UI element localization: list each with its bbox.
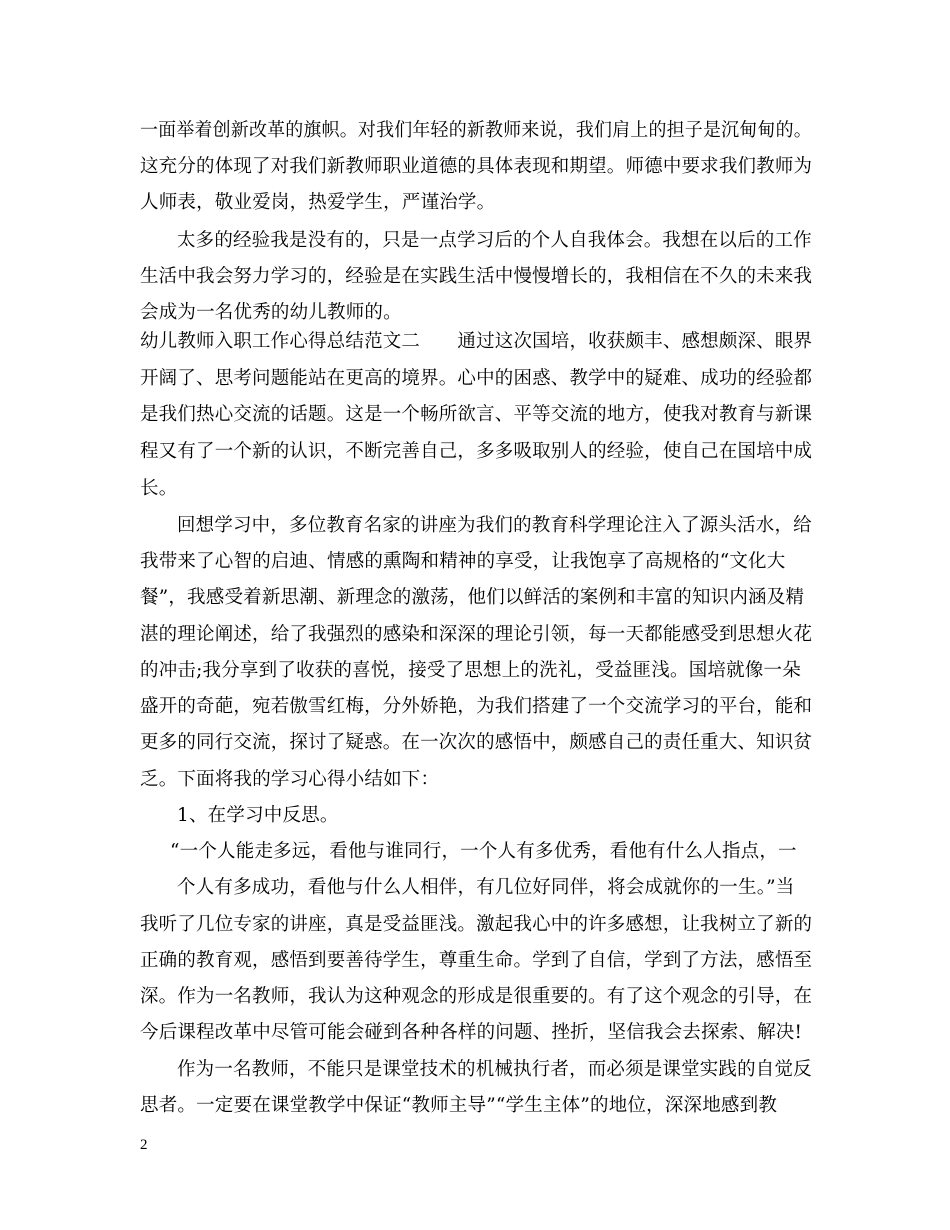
text-line: 的冲击;我分享到了收获的喜悦，接受了思想上的洗礼，受益匪浅。国培就像一朵 — [140, 660, 801, 681]
text-line: 深。作为一名教师，我认为这种观念的形成是很重要的。有了这个观念的引导，在 — [140, 986, 813, 1007]
text-line: 乏。下面将我的学习心得小结如下： — [140, 769, 440, 790]
list-item-heading: 1、在学习中反思。 — [177, 805, 339, 826]
text-line: 更多的同行交流，探讨了疑惑。在一次次的感悟中，颇感自己的责任重大、知识贫 — [140, 732, 813, 753]
text-line: 作为一名教师，不能只是课堂技术的机械执行者，而必须是课堂实践的自觉反 — [177, 1059, 812, 1080]
text-line: 太多的经验我是没有的，只是一点学习后的个人自我体会。我想在以后的工作 — [177, 230, 812, 251]
section-heading-line: 幼儿教师入职工作心得总结范文二 通过这次国培，收获颇丰、感想颇深、眼界 — [140, 331, 813, 352]
text-line: 我带来了心智的启迪、情感的熏陶和精神的享受，让我饱享了高规格的“文化大 — [140, 551, 786, 572]
text-line: 盛开的奇葩，宛若傲雪红梅，分外娇艳，为我们搭建了一个交流学习的平台，能和 — [140, 696, 813, 717]
page-number: 2 — [140, 1137, 148, 1153]
text-line: 会成为一名优秀的幼儿教师的。 — [140, 302, 402, 323]
text-line: 湛的理论阐述，给了我强烈的感染和深深的理论引领，每一天都能感受到思想火花 — [140, 624, 813, 645]
text-line: 程又有了一个新的认识，不断完善自己，多多吸取别人的经验，使自己在国培中成 — [140, 441, 813, 462]
text-line: 今后课程改革中尽管可能会碰到各种各样的问题、挫折，坚信我会去探索、解决! — [140, 1022, 803, 1043]
text-line: 开阔了、思考问题能站在更高的境界。心中的困惑、教学中的疑难、成功的经验都 — [140, 368, 813, 389]
text-line: 回想学习中，多位教育名家的讲座为我们的教育科学理论注入了源头活水，给 — [177, 515, 812, 536]
quote-line: “一个人能走多远，看他与谁同行，一个人有多优秀，看他有什么人指点，一 — [170, 841, 797, 862]
text-line: 是我们热心交流的话题。这是一个畅所欲言、平等交流的地方，使我对教育与新课 — [140, 404, 813, 425]
text-line: 餐”，我感受着新思潮、新理念的激荡，他们以鲜活的案例和丰富的知识内涵及精 — [140, 587, 805, 608]
text-line: 生活中我会努力学习的，经验是在实践生活中慢慢增长的，我相信在不久的未来我 — [140, 266, 813, 287]
text-line: 人师表，敬业爱岗，热爱学生，严谨治学。 — [140, 192, 496, 213]
quote-line: 个人有多成功，看他与什么人相伴，有几位好同伴，将会成就你的一生。”当 — [177, 877, 795, 898]
text-line: 思者。一定要在课堂教学中保证“教师主导”“学生主体”的地位，深深地感到教 — [140, 1095, 778, 1116]
text-line: 正确的教育观，感悟到要善待学生，尊重生命。学到了自信，学到了方法，感悟至 — [140, 950, 813, 971]
text-line: 长。 — [140, 478, 178, 499]
text-line: 一面举着创新改革的旗帜。对我们年轻的新教师来说，我们肩上的担子是沉甸甸的。 — [140, 120, 812, 141]
text-line: 这充分的体现了对我们新教师职业道德的具体表现和期望。师德中要求我们教师为 — [140, 156, 813, 177]
text-line: 我听了几位专家的讲座，真是受益匪浅。激起我心中的许多感想，让我树立了新的 — [140, 914, 813, 935]
